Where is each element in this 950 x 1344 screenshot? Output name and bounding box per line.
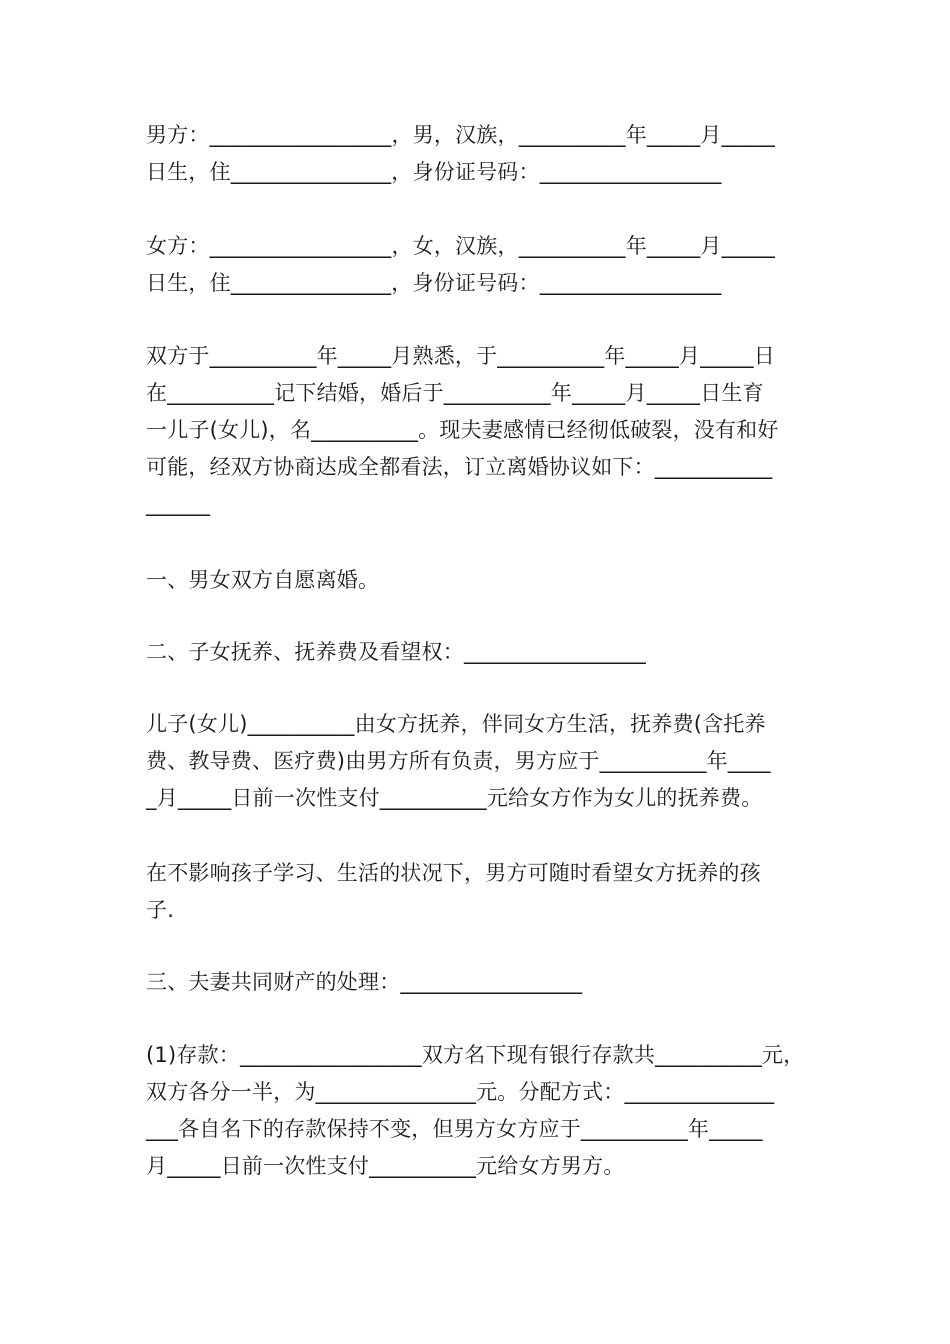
text-line: 男方：_________________，男，汉族，__________年_____月_____: [146, 123, 776, 147]
text-line: 一儿子(女儿)，名__________。现夫妻感情已经彻低破裂，没有和好: [146, 418, 779, 442]
paragraph-clause-3-heading: [146, 964, 810, 1001]
text-line: 子.: [146, 898, 175, 922]
text-line: 日生，住_______________，身份证号码：_________________: [146, 160, 722, 184]
text-line: _月_____日前一次性支付__________元给女方作为女儿的抚养费。: [146, 786, 763, 810]
paragraph-background: [146, 338, 810, 523]
text-line: 在__________记下结婚，婚后于__________年_____月_____日生育: [146, 381, 764, 405]
text-line: (1)存款：_________________双方名下现有银行存款共__________元，: [146, 1043, 805, 1067]
paragraph-clause-1: [146, 562, 810, 599]
paragraph-clause-2-visitation: [146, 855, 810, 929]
text-line: ___各自名下的存款保持不变，但男方女方应于__________年_____: [146, 1117, 763, 1141]
paragraph-clause-2-custody: [146, 706, 810, 817]
text-line: 女方：_________________，女，汉族，__________年_____月_____: [146, 234, 776, 258]
text-line: 费、教导费、医疗费)由男方所有负责，男方应于__________年____: [146, 749, 771, 773]
paragraph-male-party: [146, 117, 810, 191]
text-line: 双方于__________年_____月熟悉，于__________年_____月_____日: [146, 344, 775, 368]
text-line: 儿子(女儿)__________由女方抚养，伴同女方生活，抚养费(含托养: [146, 712, 766, 736]
text-line: 月_____日前一次性支付__________元给女方男方。: [146, 1154, 625, 1178]
paragraph-clause-3-deposits: [146, 1037, 810, 1185]
text-line: 二、子女抚养、抚养费及看望权：_________________: [146, 640, 646, 664]
text-line: 三、夫妻共同财产的处理：_________________: [146, 970, 583, 994]
text-line: 日生，住_______________，身份证号码：_________________: [146, 271, 722, 295]
text-line: 可能，经双方协商达成全都看法，订立离婚协议如下：___________: [146, 455, 773, 479]
text-line: 双方各分一半，为_______________元。分配方式：______________: [146, 1080, 775, 1104]
text-line: ______: [146, 492, 211, 516]
paragraph-female-party: [146, 228, 810, 302]
text-line: 在不影响孩子学习、生活的状况下，男方可随时看望女方抚养的孩: [146, 861, 761, 885]
paragraph-clause-2-heading: [146, 634, 810, 671]
text-line: 一、男女双方自愿离婚。: [146, 568, 380, 592]
